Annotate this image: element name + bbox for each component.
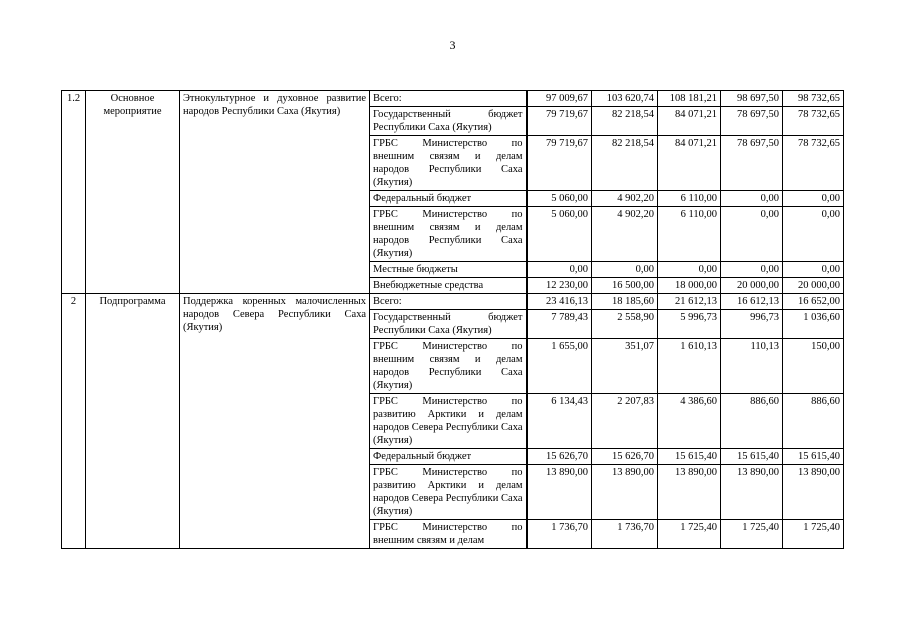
page-number: 3 (449, 38, 456, 52)
amount-cell: 5 060,00 (527, 191, 592, 207)
amount-cell: 0,00 (721, 262, 783, 278)
amount-cell: 98 697,50 (721, 91, 783, 107)
amount-cell: 79 719,67 (527, 136, 592, 191)
row-name-cell: Этнокультурное и духовное развитие народов Республики Саха (Якутия) (180, 91, 370, 294)
amount-cell: 4 386,60 (658, 394, 721, 449)
amount-cell: 98 732,65 (783, 91, 844, 107)
funding-source-cell: ГРБС Министерство по развитию Арктики и делам народов Севера Республики Саха (Якутия) (370, 465, 527, 520)
budget-table (61, 90, 844, 549)
amount-cell: 23 416,13 (527, 294, 592, 310)
row-number-cell: 1.2 (62, 91, 86, 294)
funding-source-cell: ГРБС Министерство по внешним связям и делам (370, 520, 527, 549)
amount-cell: 16 652,00 (783, 294, 844, 310)
amount-cell: 84 071,21 (658, 136, 721, 191)
amount-cell: 97 009,67 (527, 91, 592, 107)
amount-cell: 4 902,20 (592, 191, 658, 207)
table-row (62, 294, 844, 310)
funding-source-cell: Федеральный бюджет (370, 191, 527, 207)
amount-cell: 12 230,00 (527, 278, 592, 294)
amount-cell: 1 036,60 (783, 310, 844, 339)
amount-cell: 351,07 (592, 339, 658, 394)
funding-source-cell: Государственный бюджет Республики Саха (Якутия) (370, 310, 527, 339)
amount-cell: 82 218,54 (592, 107, 658, 136)
amount-cell: 15 626,70 (592, 449, 658, 465)
amount-cell: 1 736,70 (527, 520, 592, 549)
budget-table-body (62, 91, 844, 549)
amount-cell: 996,73 (721, 310, 783, 339)
amount-cell: 15 615,40 (658, 449, 721, 465)
amount-cell: 0,00 (783, 262, 844, 278)
funding-source-cell: Всего: (370, 294, 527, 310)
amount-cell: 1 725,40 (721, 520, 783, 549)
amount-cell: 886,60 (783, 394, 844, 449)
amount-cell: 0,00 (721, 191, 783, 207)
amount-cell: 1 725,40 (658, 520, 721, 549)
amount-cell: 7 789,43 (527, 310, 592, 339)
amount-cell: 15 615,40 (783, 449, 844, 465)
row-type-cell: Подпрограмма (86, 294, 180, 549)
amount-cell: 1 655,00 (527, 339, 592, 394)
amount-cell: 0,00 (783, 191, 844, 207)
amount-cell: 13 890,00 (592, 465, 658, 520)
amount-cell: 16 612,13 (721, 294, 783, 310)
amount-cell: 13 890,00 (658, 465, 721, 520)
funding-source-cell: Всего: (370, 91, 527, 107)
funding-source-cell: ГРБС Министерство по внешним связям и делам народов Республики Саха (Якутия) (370, 339, 527, 394)
amount-cell: 5 060,00 (527, 207, 592, 262)
amount-cell: 18 000,00 (658, 278, 721, 294)
amount-cell: 82 218,54 (592, 136, 658, 191)
amount-cell: 20 000,00 (783, 278, 844, 294)
funding-source-cell: ГРБС Министерство по внешним связям и делам народов Республики Саха (Якутия) (370, 136, 527, 191)
amount-cell: 5 996,73 (658, 310, 721, 339)
amount-cell: 16 500,00 (592, 278, 658, 294)
funding-source-cell: Государственный бюджет Республики Саха (Якутия) (370, 107, 527, 136)
funding-source-cell: Местные бюджеты (370, 262, 527, 278)
amount-cell: 6 110,00 (658, 207, 721, 262)
amount-cell: 21 612,13 (658, 294, 721, 310)
amount-cell: 103 620,74 (592, 91, 658, 107)
amount-cell: 18 185,60 (592, 294, 658, 310)
amount-cell: 13 890,00 (527, 465, 592, 520)
amount-cell: 150,00 (783, 339, 844, 394)
funding-source-cell: ГРБС Министерство по внешним связям и делам народов Республики Саха (Якутия) (370, 207, 527, 262)
amount-cell: 4 902,20 (592, 207, 658, 262)
amount-cell: 886,60 (721, 394, 783, 449)
amount-cell: 1 736,70 (592, 520, 658, 549)
amount-cell: 6 134,43 (527, 394, 592, 449)
funding-source-cell: ГРБС Министерство по развитию Арктики и делам народов Севера Республики Саха (Якутия) (370, 394, 527, 449)
amount-cell: 84 071,21 (658, 107, 721, 136)
amount-cell: 0,00 (527, 262, 592, 278)
amount-cell: 0,00 (658, 262, 721, 278)
row-number-cell: 2 (62, 294, 86, 549)
amount-cell: 79 719,67 (527, 107, 592, 136)
amount-cell: 78 732,65 (783, 107, 844, 136)
row-type-cell: Основное мероприятие (86, 91, 180, 294)
amount-cell: 108 181,21 (658, 91, 721, 107)
amount-cell: 2 558,90 (592, 310, 658, 339)
amount-cell: 1 610,13 (658, 339, 721, 394)
amount-cell: 110,13 (721, 339, 783, 394)
amount-cell: 0,00 (783, 207, 844, 262)
amount-cell: 78 697,50 (721, 136, 783, 191)
amount-cell: 2 207,83 (592, 394, 658, 449)
table-row (62, 91, 844, 107)
funding-source-cell: Внебюджетные средства (370, 278, 527, 294)
amount-cell: 78 732,65 (783, 136, 844, 191)
amount-cell: 13 890,00 (783, 465, 844, 520)
amount-cell: 15 626,70 (527, 449, 592, 465)
amount-cell: 0,00 (592, 262, 658, 278)
amount-cell: 20 000,00 (721, 278, 783, 294)
amount-cell: 13 890,00 (721, 465, 783, 520)
funding-source-cell: Федеральный бюджет (370, 449, 527, 465)
amount-cell: 15 615,40 (721, 449, 783, 465)
row-name-cell: Поддержка коренных малочисленных народов Севера Республики Саха (Якутия) (180, 294, 370, 549)
amount-cell: 6 110,00 (658, 191, 721, 207)
amount-cell: 0,00 (721, 207, 783, 262)
amount-cell: 1 725,40 (783, 520, 844, 549)
amount-cell: 78 697,50 (721, 107, 783, 136)
